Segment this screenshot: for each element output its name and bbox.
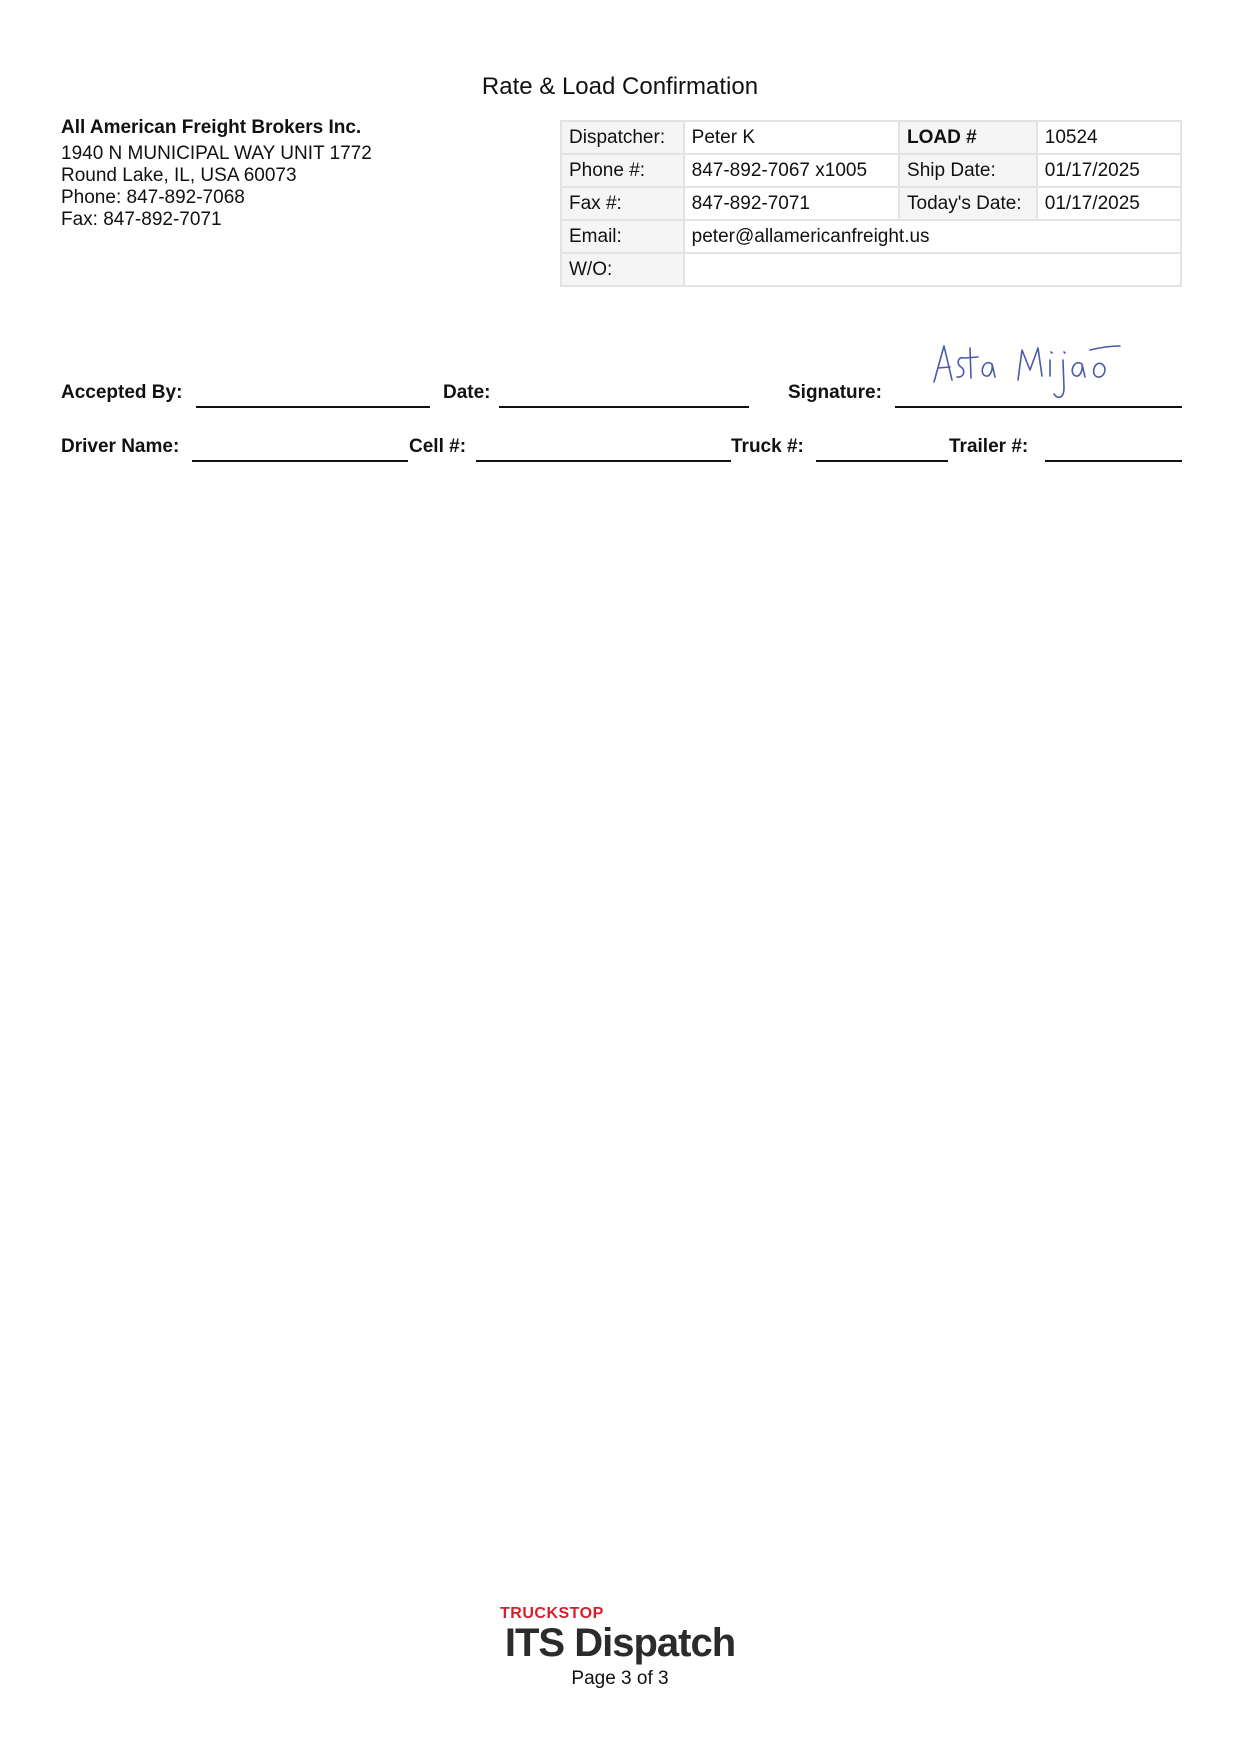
todays-date-label: Today's Date: bbox=[899, 187, 1037, 220]
cell-label: Cell #: bbox=[409, 436, 467, 457]
driver-name-label: Driver Name: bbox=[61, 436, 180, 457]
company-name: All American Freight Brokers Inc. bbox=[61, 117, 362, 138]
ship-date-value: 01/17/2025 bbox=[1037, 154, 1181, 187]
email-value: peter@allamericanfreight.us bbox=[684, 220, 1181, 253]
wo-value bbox=[684, 253, 1181, 286]
driver-row bbox=[61, 432, 1182, 462]
document-title: Rate & Load Confirmation bbox=[481, 73, 759, 100]
load-number-label: LOAD # bbox=[899, 121, 1037, 154]
todays-date-value: 01/17/2025 bbox=[1037, 187, 1181, 220]
company-address-line2: Round Lake, IL, USA 60073 bbox=[61, 165, 297, 186]
its-dispatch-logo bbox=[0, 1605, 1240, 1663]
wo-label: W/O: bbox=[561, 253, 684, 286]
signature-label: Signature: bbox=[788, 382, 882, 403]
fax-label: Fax #: bbox=[561, 187, 684, 220]
fax-value: 847-892-7071 bbox=[684, 187, 899, 220]
logo-truckstop-text: TRUCKSTOP bbox=[500, 1605, 604, 1622]
accepted-by-line[interactable] bbox=[196, 406, 430, 408]
company-fax: Fax: 847-892-7071 bbox=[61, 209, 222, 230]
table-row bbox=[561, 121, 1181, 154]
company-block bbox=[61, 117, 372, 231]
handwritten-signature bbox=[930, 340, 1130, 420]
truck-line[interactable] bbox=[816, 460, 948, 462]
table-row bbox=[561, 253, 1181, 286]
email-label: Email: bbox=[561, 220, 684, 253]
phone-label: Phone #: bbox=[561, 154, 684, 187]
date-label: Date: bbox=[443, 382, 491, 403]
dispatcher-value: Peter K bbox=[684, 121, 899, 154]
trailer-label: Trailer #: bbox=[949, 436, 1029, 457]
logo-its-dispatch-text: ITS Dispatch bbox=[504, 1621, 736, 1665]
trailer-line[interactable] bbox=[1045, 460, 1182, 462]
table-row bbox=[561, 154, 1181, 187]
ship-date-label: Ship Date: bbox=[899, 154, 1037, 187]
table-row bbox=[561, 220, 1181, 253]
phone-value: 847-892-7067 x1005 bbox=[684, 154, 899, 187]
driver-name-line[interactable] bbox=[192, 460, 408, 462]
company-phone: Phone: 847-892-7068 bbox=[61, 187, 245, 208]
page-number: Page 3 of 3 bbox=[571, 1668, 669, 1689]
dispatch-info-table bbox=[560, 120, 1182, 287]
cell-line[interactable] bbox=[476, 460, 731, 462]
truck-label: Truck #: bbox=[731, 436, 804, 457]
load-number-value: 10524 bbox=[1037, 121, 1181, 154]
date-line[interactable] bbox=[499, 406, 749, 408]
dispatcher-label: Dispatcher: bbox=[561, 121, 684, 154]
accepted-by-label: Accepted By: bbox=[61, 382, 183, 403]
company-address-line1: 1940 N MUNICIPAL WAY UNIT 1772 bbox=[61, 143, 372, 164]
table-row bbox=[561, 187, 1181, 220]
